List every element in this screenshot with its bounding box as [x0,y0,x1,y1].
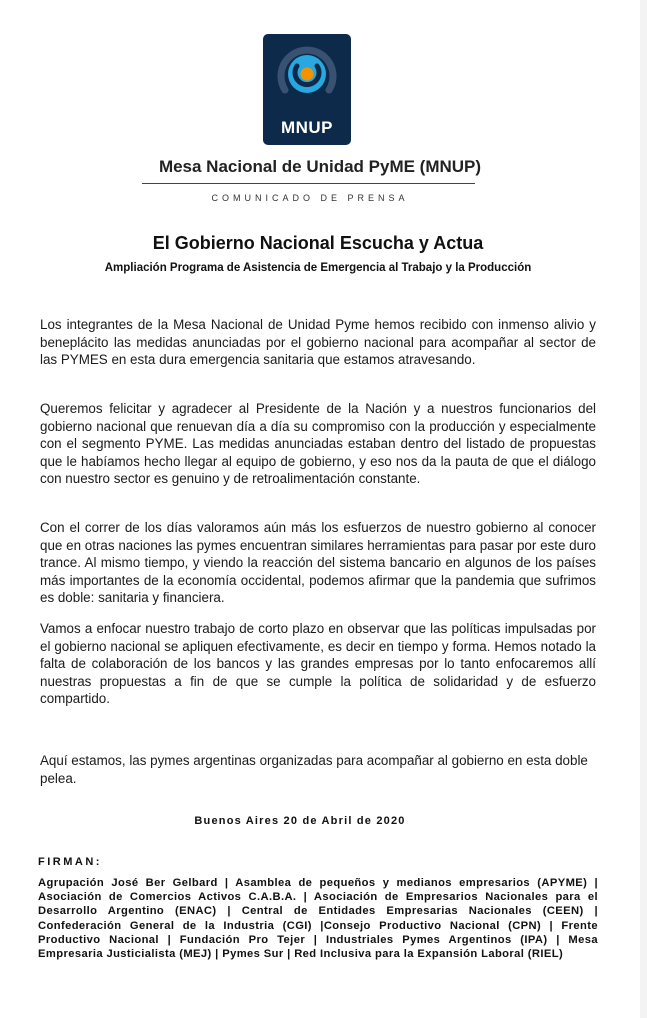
mnup-logo [263,34,351,145]
subheadline: Ampliación Programa de Asistencia de Emergencia al Trabajo y la Producción [104,262,532,274]
signatories-label: FIRMAN: [38,856,102,868]
header-divider [142,183,475,184]
mnup-emblem-icon [263,34,351,122]
place-and-date: Buenos Aires 20 de Abril de 2020 [194,815,406,827]
signatories-list: Agrupación José Ber Gelbard | Asamblea de pequeños y medianos empresarios (APYME) | Asociación de Comercios Activos C.A.B.A. | Asociación de Empresarios Nacionales para el Desarrollo Argentino (ENAC) | Central de Entidades Empresarias Nacionales (CEEN) | Confederación General de la Industria (CGI) |Consejo Productivo Nacional (CPN) | Frente Productivo Nacional | Fundación Pro Tejer | Industriales Pymes Argentinos (IPA) | Mesa Empresaria Justicialista (MEJ) | Pymes Sur | Red Inclusiva para la Expansión Laboral (RIEL) [38,877,598,961]
press-release-label: COMUNICADO DE PRENSA [211,193,409,203]
body-paragraph-3: Con el correr de los días valoramos aún más los esfuerzos de nuestro gobierno al conocer que en otras naciones las pymes encuentran similares herramientas para pasar por este duro trance. Al mismo tiempo, y viendo la reacción del sistema bancario en algunos de los países más importantes de la economía occidental, podemos afirmar que la pandemia que sufrimos es doble: sanitaria y financiera. [40,520,596,605]
logo-wordmark: MNUP [280,118,334,137]
body-paragraph-5: Aquí estamos, las pymes argentinas organizadas para acompañar al gobierno en esta doble pelea. [40,753,588,786]
organization-name: Mesa Nacional de Unidad PyME (MNUP) [158,157,482,176]
headline: El Gobierno Nacional Escucha y Actua [152,233,484,253]
body-paragraph-1: Los integrantes de la Mesa Nacional de Unidad Pyme hemos recibido con inmenso alivio y beneplácito las medidas anunciadas por el gobierno nacional para acompañar al sector de las PYMES en esta dura emergencia sanitaria que estamos atravesando. [40,317,596,367]
body-paragraph-4: Vamos a enfocar nuestro trabajo de corto plazo en observar que las políticas impulsadas por el gobierno nacional se apliquen efectivamente, es decir en tiempo y forma. Hemos notado la falta de colaboración de los bancos y las grandes empresas por lo tanto enfocaremos allí nuestras propuestas a fin de que se cumple la política de solidaridad y de esfuerzo compartido. [40,621,596,706]
body-paragraph-2: Queremos felicitar y agradecer al Presidente de la Nación y a nuestros funcionarios del gobierno nacional que renuevan día a día su compromiso con la producción y especialmente con el segmento PYME. Las medidas anunciadas estaban dentro del listado de propuestas que le habíamos hecho llegar al equipo de gobierno, y eso nos da la pauta de que el diálogo con nuestro sector es genuino y de retroalimentación constante. [40,401,596,486]
